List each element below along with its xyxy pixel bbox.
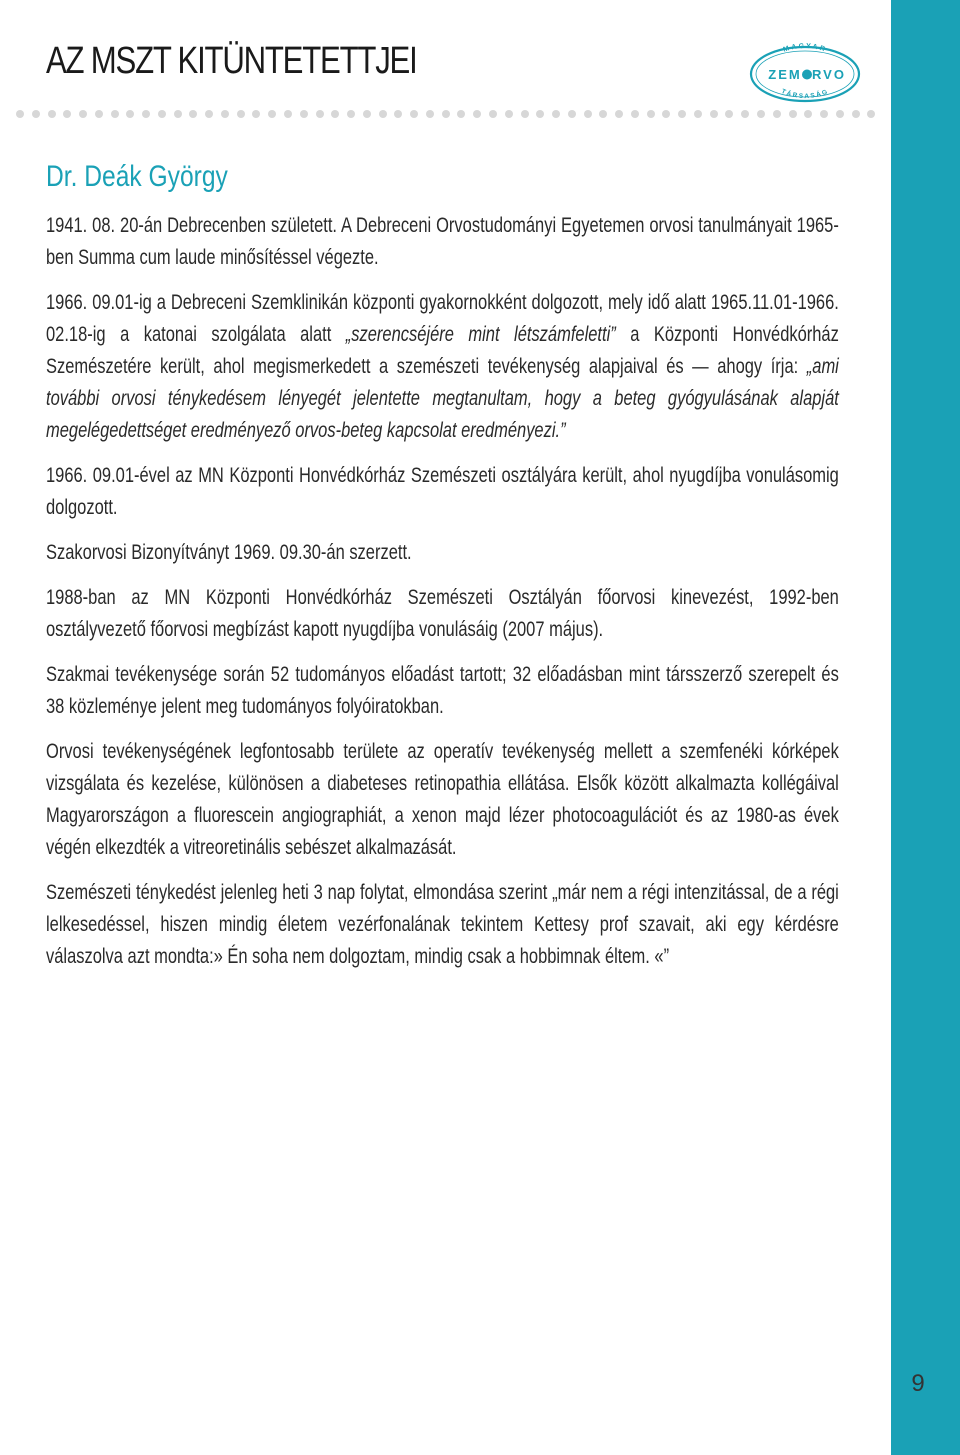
logo-graphic [745,42,865,104]
paragraph-current: Szemészeti ténykedést jelenleg heti 3 nap folytat, elmondása szerint „már nem a régi intenzitással, de a régi lelkesedéssel, hiszen mindig életem vezérfonalának tekintem Kettesy prof szavait, aki egy kérdésre válaszolva azt mondta:» Én soha nem dolgoztam, mindig csak a hobbimnak éltem. «” [46,881,839,968]
logo-bottom-text: TÁRSASÁG [780,87,830,101]
biography [46,210,839,986]
paragraph-promotion: 1988-ban az MN Központi Honvédkórház Szemészeti Osztályán főorvosi kinevezést, 1992-ben osztályvezető főorvosi megbízást kapott nyugdíjba vonulásáig (2007 május). [46,586,839,641]
paragraph-activity: Orvosi tevékenységének legfontosabb területe az operatív tevékenység mellett a szemfenéki kórképek vizsgálata és kezelése, különösen a diabeteses retinopathia ellátása. Elsők között alkalmazta kollégáival Magyarországon a fluorescein angiographiát, a xenon majd lézer photocoagulációt és az 1980-as évek végén elkezdték a vitreoretinális sebészet alkalmazását. [46,740,839,859]
svg-text:MAGYAR [783,43,828,54]
paragraph-specialist: Szakorvosi Bizonyítványt 1969. 09.30-án szerzett. [46,541,412,564]
paragraph-publications: Szakmai tevékenysége során 52 tudományos előadást tartott; 32 előadásban mint társszerző szerepelt és 38 közleménye jelent meg tudományos folyóiratokban. [46,663,839,718]
mszt-logo [745,42,865,104]
paragraph-birth: 1941. 08. 20-án Debrecenben született. A Debreceni Orvostudományi Egyetemen orvosi tanulmányait 1965-ben Summa cum laude minősítéssel végezte. [46,214,839,269]
logo-center-left: ZEM [768,67,802,82]
logo-top-text: MAGYAR [782,42,828,54]
page-title: AZ MSZT KITÜNTETETTJEI [46,40,417,82]
eye-icon [802,70,812,80]
logo-center-right: RVO [812,67,846,82]
person-name: Dr. Deák György [46,160,228,193]
paragraph-early-career [46,287,839,447]
paragraph-hospital: 1966. 09.01-ével az MN Központi Honvédkórház Szemészeti osztályára került, ahol nyugdíjba vonulásomig dolgozott. [46,464,839,519]
quote: „ami további orvosi ténykedésem lényegét jelentette megtanultam, hogy a beteg gyógyulásának alapját megelégedettséget eredményező orvos-beteg kapcsolat eredményezi.” [46,355,839,442]
dotted-divider [16,110,876,122]
paragraph-text: 1966. 09.01-ig a Debreceni Szemklinikán központi gyakornokként dolgozott, mely idő alatt 1965.11.01-1966. 02.18-ig a katonai szolgálata alatt [46,291,839,346]
quote: „szerencséjére mint létszámfeletti” [345,323,616,346]
paragraph-text: a Központi Honvédkórház Szemészetére került, ahol megismerkedett a szemészeti tevékenység alapjaival és — ahogy írja: [46,323,839,378]
svg-text:TÁRSASÁG [780,88,830,100]
side-color-band [891,0,960,1455]
page-number: 9 [911,1370,925,1397]
